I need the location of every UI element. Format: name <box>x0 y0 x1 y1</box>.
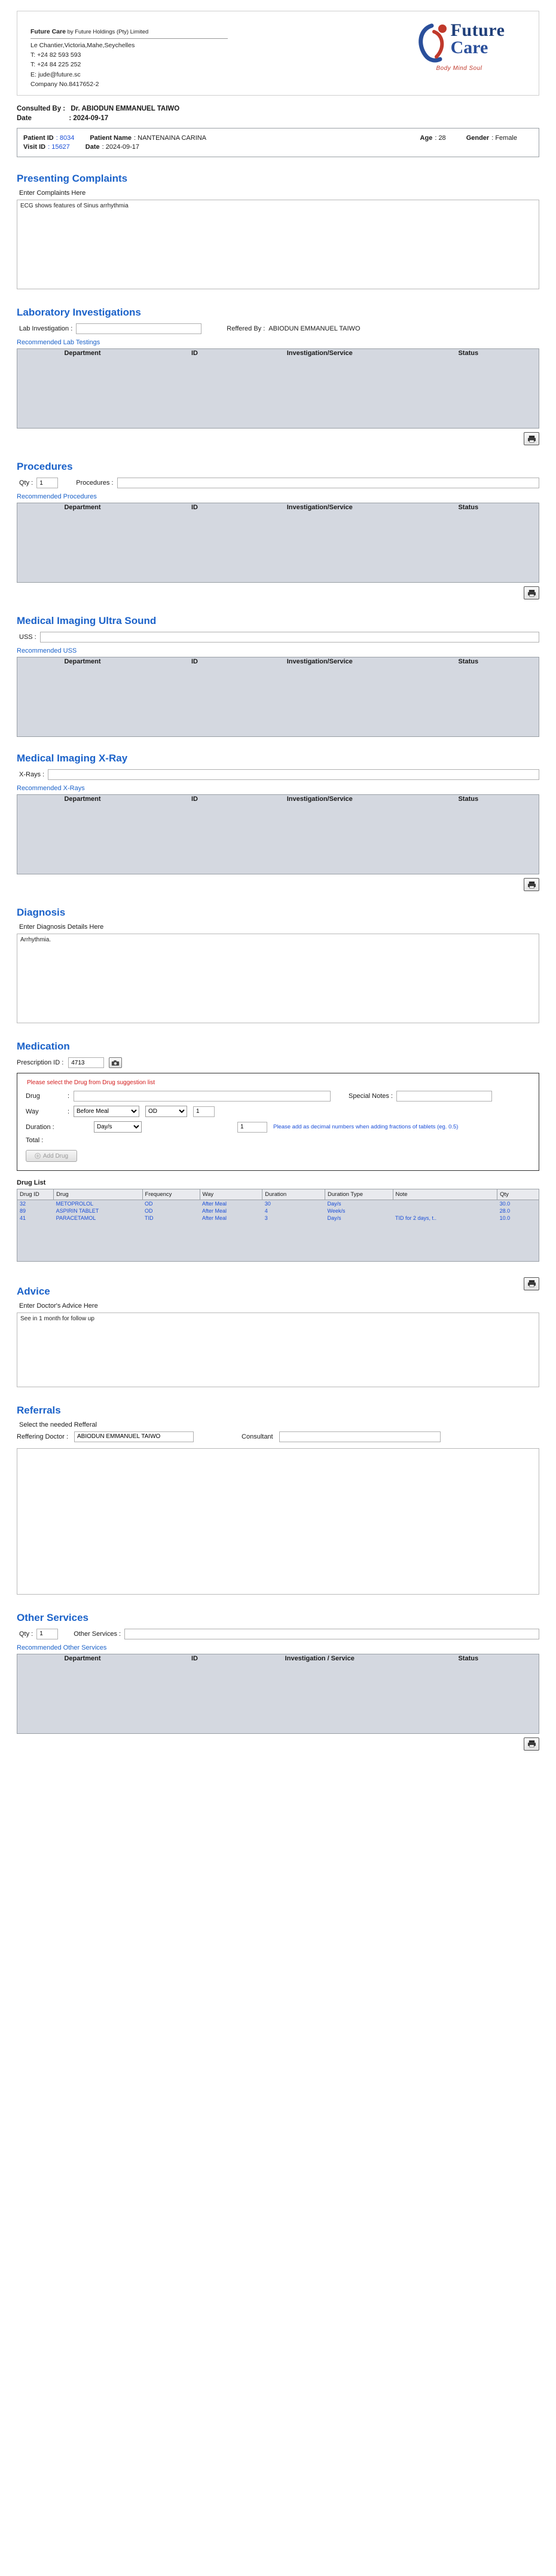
proc-col-department: Department <box>64 504 101 512</box>
xray-field-row <box>19 769 539 780</box>
drug-cell-id: 32 <box>20 1201 26 1207</box>
lab-col-department: Department <box>64 350 101 357</box>
logo-mark-icon <box>414 22 451 64</box>
plus-icon <box>35 1153 41 1159</box>
medication-drug-row: Drug : Special Notes : <box>26 1091 530 1102</box>
consultant-input[interactable] <box>279 1431 441 1442</box>
lab-referred-value: ABIODUN EMMANUEL TAIWO <box>268 325 361 333</box>
patient-id-value: : 8034 <box>56 134 75 142</box>
table-header-row <box>17 1189 539 1200</box>
patient-name-value: : NANTENAINA CARINA <box>134 134 207 142</box>
consult-date-value: : 2024-09-17 <box>69 115 109 123</box>
medication-duration-input[interactable] <box>237 1122 267 1133</box>
table-header-row <box>17 657 539 666</box>
drug-cell-drug: ASPIRIN TABLET <box>56 1208 99 1214</box>
printer-icon <box>527 1280 536 1287</box>
drug-list-table[interactable] <box>17 1189 539 1262</box>
other-col-status: Status <box>458 1654 479 1662</box>
consult-date-label: Date <box>17 115 32 123</box>
drug-cell-way: After Meal <box>202 1215 227 1222</box>
print-button[interactable] <box>524 1737 539 1751</box>
drug-cell-note <box>393 1207 497 1214</box>
drug-col-duration: Duration <box>262 1189 325 1200</box>
print-button[interactable] <box>524 432 539 445</box>
medication-special-notes-label: Special Notes : <box>349 1093 393 1100</box>
medication-way-select[interactable] <box>74 1106 139 1117</box>
other-col-service: Investigation / Service <box>285 1654 355 1662</box>
printer-icon <box>527 1740 536 1748</box>
drug-col-way: Way <box>200 1189 262 1200</box>
drug-col-id: Drug ID <box>17 1189 54 1200</box>
proc-col-status: Status <box>458 504 479 512</box>
consulted-by-label: Consulted By : <box>17 105 66 113</box>
drug-cell-note: TID for 2 days, t.. <box>395 1215 437 1222</box>
medication-drug-input[interactable] <box>74 1091 331 1102</box>
lab-col-service: Investigation/Service <box>286 350 353 357</box>
drug-cell-way: After Meal <box>202 1201 227 1207</box>
diagnosis-sublabel: Enter Diagnosis Details Here <box>19 923 104 931</box>
print-button[interactable] <box>524 878 539 891</box>
xray-input[interactable] <box>48 769 539 780</box>
table-row[interactable] <box>17 1207 539 1214</box>
other-services-qty-input[interactable] <box>36 1629 58 1639</box>
section-procedures <box>17 461 539 599</box>
logo-tagline: Body Mind Soul <box>436 65 482 72</box>
xray-title: Medical Imaging X-Ray <box>17 752 128 764</box>
procedures-grid[interactable] <box>17 503 539 583</box>
visit-date-label: Date <box>85 143 100 151</box>
advice-title: Advice <box>17 1285 50 1297</box>
procedures-title: Procedures <box>17 461 73 473</box>
procedures-field-label: Procedures : <box>76 479 114 487</box>
uss-recommended-label: Recommended USS <box>17 647 77 655</box>
consultation-form-page <box>0 11 556 1775</box>
uss-col-id: ID <box>191 658 198 666</box>
drug-cell-duration: 4 <box>264 1208 268 1214</box>
procedures-qty-label: Qty : <box>19 479 33 487</box>
procedures-field-row <box>19 478 539 488</box>
patient-age-value: : 28 <box>435 134 446 142</box>
lab-print-row <box>17 432 539 445</box>
table-header-row <box>17 503 539 512</box>
drug-cell-id: 41 <box>20 1215 26 1222</box>
section-advice <box>17 1277 539 1389</box>
medication-duration-note: Please add as decimal numbers when adding fractions of tablets (eg. 0.5) <box>273 1124 459 1131</box>
uss-col-status: Status <box>458 658 479 666</box>
xray-recommended-label: Recommended X-Rays <box>17 785 85 793</box>
table-header-row <box>17 349 539 357</box>
drug-cell-duration: 30 <box>264 1201 271 1207</box>
printer-icon <box>527 589 536 597</box>
patient-info-row-1 <box>23 134 533 142</box>
section-referrals <box>17 1405 539 1596</box>
medication-title: Medication <box>17 1041 70 1053</box>
logo-text-future: Future <box>450 20 505 40</box>
clinic-tel-1: T: +24 82 593 593 <box>30 51 81 59</box>
medication-special-notes-input[interactable] <box>396 1091 492 1102</box>
prescription-id-input[interactable] <box>68 1057 104 1068</box>
medication-way-label: Way <box>26 1108 39 1115</box>
referrals-sublabel: Select the needed Refferal <box>19 1421 97 1428</box>
section-presenting-complaints <box>17 173 539 291</box>
other-services-field-label: Other Services : <box>74 1630 121 1638</box>
patient-id-label: Patient ID <box>23 134 54 142</box>
section-medication <box>17 1041 539 1262</box>
procedures-qty-input[interactable] <box>36 478 58 488</box>
xray-col-id: ID <box>191 796 198 803</box>
drug-cell-duration: 3 <box>264 1215 268 1222</box>
clinic-logo <box>390 20 528 72</box>
uss-input[interactable] <box>40 632 539 643</box>
lab-field-label: Lab Investigation : <box>19 325 73 333</box>
camera-icon <box>111 1060 120 1066</box>
drug-cell-drug: PARACETAMOL <box>56 1215 96 1222</box>
advice-textarea[interactable] <box>17 1313 539 1387</box>
other-services-print-row <box>17 1737 539 1751</box>
referring-doctor-input[interactable] <box>74 1431 194 1442</box>
prescription-id-row <box>17 1057 539 1068</box>
medication-frequency-select[interactable] <box>145 1106 187 1117</box>
other-services-qty-label: Qty : <box>19 1630 33 1638</box>
uss-col-service: Investigation/Service <box>286 658 353 666</box>
drug-cell-qty: 30.0 <box>499 1201 511 1207</box>
medication-frequency-count-input[interactable] <box>193 1106 215 1117</box>
other-services-recommended-label: Recommended Other Services <box>17 1644 107 1651</box>
referrals-notes-textarea[interactable] <box>17 1448 539 1595</box>
presenting-complaints-textarea[interactable] <box>17 200 539 289</box>
xray-col-service: Investigation/Service <box>286 796 353 803</box>
patient-info-bar <box>17 128 539 157</box>
medication-drug-label: Drug <box>26 1093 40 1100</box>
consultant-label: Consultant <box>242 1433 273 1440</box>
uss-field-row <box>19 632 539 643</box>
lab-field-row <box>19 323 539 334</box>
drug-col-qty: Qty <box>497 1189 539 1200</box>
referrals-fields-row <box>17 1431 539 1442</box>
visit-date-value: : 2024-09-17 <box>102 143 140 151</box>
table-row[interactable] <box>17 1214 539 1222</box>
table-row[interactable] <box>17 1200 539 1208</box>
medication-total-row <box>26 1137 530 1144</box>
drug-cell-qty: 28.0 <box>499 1208 511 1214</box>
xray-field-label: X-Rays : <box>19 771 45 779</box>
medication-total-label: Total : <box>26 1137 44 1145</box>
other-services-input[interactable] <box>124 1629 539 1639</box>
other-services-title: Other Services <box>17 1611 89 1623</box>
camera-button[interactable] <box>109 1057 122 1068</box>
procedures-print-row <box>17 586 539 599</box>
uss-grid[interactable] <box>17 657 539 737</box>
section-diagnosis <box>17 907 539 1025</box>
xray-grid[interactable] <box>17 794 539 874</box>
proc-col-service: Investigation/Service <box>286 504 353 512</box>
table-header-row <box>17 1654 539 1663</box>
proc-col-id: ID <box>191 504 198 512</box>
lab-col-id: ID <box>191 350 198 357</box>
uss-col-department: Department <box>64 658 101 666</box>
medication-way-row: Way : Before Meal OD 1 <box>26 1106 530 1117</box>
drug-cell-duration-type: Day/s <box>327 1215 341 1222</box>
patient-name-label: Patient Name <box>90 134 132 142</box>
lab-recommended-label: Recommended Lab Testings <box>17 339 100 347</box>
procedures-input[interactable] <box>117 478 539 488</box>
letterhead <box>17 11 539 96</box>
clinic-details <box>30 20 228 89</box>
lab-investigation-input[interactable] <box>76 323 201 334</box>
drug-cell-duration-type: Week/s <box>327 1208 346 1214</box>
medication-duration-label: Duration : <box>26 1123 54 1131</box>
xray-print-row <box>17 878 539 891</box>
clinic-company-no: Company No.8417652-2 <box>30 80 99 88</box>
presenting-complaints-sublabel: Enter Complaints Here <box>19 189 86 197</box>
visit-id-label: Visit ID <box>23 143 46 151</box>
prescription-id-label: Prescription ID : <box>17 1059 64 1067</box>
advice-sublabel: Enter Doctor's Advice Here <box>19 1302 98 1310</box>
drug-col-drug: Drug <box>54 1189 142 1200</box>
lab-col-status: Status <box>458 350 479 357</box>
section-other-services <box>17 1612 539 1751</box>
drug-cell-frequency: TID <box>145 1215 154 1222</box>
uss-field-label: USS : <box>19 634 36 641</box>
visit-id-value: : 15627 <box>48 143 70 151</box>
table-header-row <box>17 795 539 803</box>
xray-col-department: Department <box>64 796 101 803</box>
medication-duration-row <box>26 1121 530 1133</box>
drug-cell-duration-type: Day/s <box>327 1201 341 1207</box>
drug-cell-qty: 10.0 <box>499 1215 511 1222</box>
add-drug-button-label: Add Drug <box>42 1152 69 1159</box>
xray-col-status: Status <box>458 796 479 803</box>
patient-age-label: Age <box>420 134 433 142</box>
clinic-email: E: jude@future.sc <box>30 71 81 78</box>
clinic-address: Le Chantier,Victoria,Mahe,Seychelles <box>30 41 135 49</box>
section-laboratory-investigations <box>17 307 539 445</box>
section-medical-imaging-uss <box>17 615 539 737</box>
clinic-name <box>30 27 228 39</box>
printer-icon <box>527 881 536 889</box>
presenting-complaints-title: Presenting Complaints <box>17 173 128 185</box>
drug-col-note: Note <box>393 1189 497 1200</box>
drug-cell-id: 89 <box>20 1208 26 1214</box>
procedures-recommended-label: Recommended Procedures <box>17 493 97 501</box>
drug-cell-frequency: OD <box>145 1201 153 1207</box>
patient-info-row-2 <box>23 143 533 151</box>
other-services-field-row <box>19 1629 539 1639</box>
drug-cell-note <box>393 1200 497 1208</box>
print-button[interactable] <box>524 1277 539 1290</box>
uss-title: Medical Imaging Ultra Sound <box>17 615 157 627</box>
medication-duration-unit-select[interactable] <box>94 1121 142 1133</box>
clinic-name-main: Future Care <box>30 28 66 35</box>
other-services-grid[interactable] <box>17 1654 539 1734</box>
lab-results-grid[interactable] <box>17 348 539 429</box>
drug-col-duration-type: Duration Type <box>325 1189 393 1200</box>
medication-error-message: Please select the Drug from Drug suggestion list <box>27 1079 155 1087</box>
referrals-title: Referrals <box>17 1404 61 1416</box>
print-button[interactable] <box>524 586 539 599</box>
consult-date-row <box>17 115 539 122</box>
patient-gender-label: Gender <box>466 134 490 142</box>
lab-title: Laboratory Investigations <box>17 307 141 319</box>
other-col-id: ID <box>191 1654 198 1662</box>
printer-icon <box>527 435 536 443</box>
drug-cell-drug: METOPROLOL <box>56 1201 93 1207</box>
drug-list-label: Drug List <box>17 1179 46 1187</box>
drug-col-frequency: Frequency <box>142 1189 200 1200</box>
consulted-by-row <box>17 105 539 112</box>
add-drug-button[interactable] <box>26 1150 77 1162</box>
medication-entry-panel <box>17 1073 539 1171</box>
drug-cell-way: After Meal <box>202 1208 227 1214</box>
section-medical-imaging-xray <box>17 752 539 891</box>
lab-referred-label: Reffered By : <box>227 325 265 333</box>
clinic-name-sub: by Future Holdings (Pty) Limited <box>65 29 149 35</box>
patient-gender-value: : Female <box>491 134 517 142</box>
diagnosis-textarea[interactable] <box>17 934 539 1023</box>
drug-cell-frequency: OD <box>145 1208 153 1214</box>
consulted-by-value: Dr. ABIODUN EMMANUEL TAIWO <box>71 105 180 113</box>
clinic-tel-2: T: +24 84 225 252 <box>30 61 81 69</box>
logo-text-care: Care <box>450 37 488 57</box>
diagnosis-title: Diagnosis <box>17 907 66 919</box>
other-col-department: Department <box>64 1654 101 1662</box>
referring-doctor-label: Reffering Doctor : <box>17 1433 69 1440</box>
